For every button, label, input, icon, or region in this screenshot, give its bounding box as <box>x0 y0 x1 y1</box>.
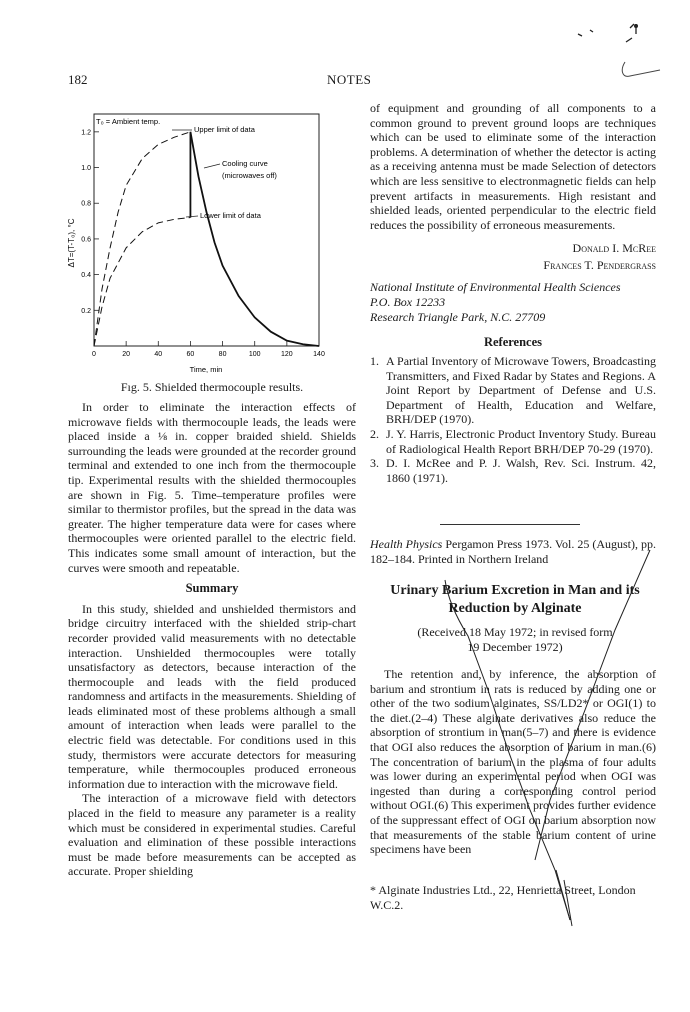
leader-cooling <box>204 164 220 168</box>
x-tick-label: 60 <box>186 351 195 358</box>
author-mcree: Donald I. McRee <box>572 241 656 256</box>
reference-item: 2. J. Y. Harris, Electronic Product Inventory Study. Bureau of Radiological Health Report BRH/DEP 70-29 (1970). <box>370 426 656 456</box>
y-axis-label: ΔT=(T-T₀), °C <box>67 218 76 268</box>
y-tick-label: 0.4 <box>81 272 91 280</box>
affiliation-institute: National Institute of Environmental Health Sciences <box>370 280 621 295</box>
x-tick-label: 80 <box>218 351 227 358</box>
author-block <box>370 240 656 274</box>
annotation-upper: Upper limit of data <box>194 125 255 134</box>
x-tick-label: 120 <box>281 351 293 358</box>
x-tick-label: 20 <box>122 351 131 358</box>
running-title: NOTES <box>327 72 372 87</box>
x-tick-label: 40 <box>154 351 163 358</box>
annotation-cooling-sub: (microwaves off) <box>222 171 277 180</box>
series-line-1 <box>94 218 190 346</box>
author-pendergrass: Frances T. Pendergrass <box>543 258 656 273</box>
journal-citation: Health Physics Pergamon Press 1973. Vol. 25 (August), pp. 182–184. Printed in Northern Ireland <box>370 537 657 566</box>
y-tick-label: 0.2 <box>81 307 91 315</box>
summary-heading: Summary <box>185 581 239 596</box>
intro-paragraph: In order to eliminate the interaction effects of microwave fields with thermocouple leads, the leads were placed inside a ⅛ in. copper braided shield. Shields surrounding the leads were grounded at the recorder ground terminal and extended to one inch from the thermocouple tip. Experimental results with the shielded thermocouples are shown in Fig. 5. Time–temperature profiles were similar to thermistor profiles, but the spread in the data was greater. The higher temperature data were for cases where thermocouples were oriented parallel to the electric field. This indicates some small amount of interaction, but the curves were smooth and repeatable. <box>68 400 356 575</box>
divider-rule <box>440 524 580 525</box>
received-line-2: 19 December 1972) <box>467 639 563 654</box>
received-line-1: (Received 18 May 1972; in revised form <box>417 625 613 639</box>
reference-list <box>370 354 656 485</box>
affiliation <box>370 280 656 325</box>
y-tick-label: 0.6 <box>81 236 91 244</box>
pen-marks-top <box>560 20 680 100</box>
right-column <box>370 101 656 485</box>
annotation-ambient: T₀ = Ambient temp. <box>96 117 161 126</box>
references-heading: References <box>483 335 543 350</box>
x-tick-label: 0 <box>92 351 96 358</box>
summary-paragraph: In this study, shielded and unshielded thermistors and bridge circuitry interfaced with the shielded strip-chart recorder provided valid measurements with no detectable interaction. Unshielded thermocouples were totally unsatisfactory as detectors, because interaction of the thermocouple and leads with the field produced randomness and artifacts in the measurements. Shielding of leads eliminated most of these problems although a small amount of interaction when leads were parallel to the electric field was detectable. For conditions used in this study, thermistors were accurate detectors for measuring temperature, while thermocouples produced erroneous information due to interaction with the microwave field. <box>68 601 356 791</box>
y-tick-label: 1.0 <box>81 165 91 173</box>
left-column <box>68 400 356 879</box>
x-tick-label: 100 <box>248 351 261 358</box>
x-tick-label: 140 <box>313 351 325 358</box>
continuation-paragraph: of equipment and grounding of all components to a common ground to prevent ground loops are techniques which can be used to eliminate some of the interaction problems. A determination of whether the detector is acting as a receiving antenna must be made Selection of detectors which are less sensitive to electronmagnetic fields can help prevent artifacts in measurements. High resistant and shielded leads, oriented perpendicular to the electric field reduces the possibility of erroneous measurements. <box>370 101 656 232</box>
y-tick-label: 0.8 <box>81 200 91 208</box>
reference-item: 1. A Partial Inventory of Microwave Towers, Broadcasting Transmitters, and Fixed Radar by States and Regions. A Joint Report by Department of Defense and U.S. Department of Health, Education and Welfare, BRH/DEP (1970). <box>370 353 656 427</box>
affiliation-city: Research Triangle Park, N.C. 27709 <box>370 310 546 325</box>
footnote: * Alginate Industries Ltd., 22, Henrietta Street, London W.C.2. <box>370 883 636 912</box>
conclusion-paragraph: The interaction of a microwave field with detectors placed in the field to measure any parameter is a reality which must be considered in experimental studies. Careful evaluation and elimination of these possible interactions must be made before measurements can be accepted as accurate. Proper shielding <box>68 791 356 879</box>
article-body-paragraph: The retention and, by inference, the absorption of barium and strontium in rats is reduced by adding one or other of the two sodium alginates, SS/LD2* or OGI(1) to the diet.(2–4) These alginate derivatives also reduce the absorption of strontium in man(5–7) and there is evidence that OGI also reduces the absorption of barium in man.(6) The concentration of barium in the plasma of four adults was lower during an experimental period when OGI was ingested than during a corresponding control period without OGI.(6) This experiment provides further evidence of the suppressant effect of OGI on barium absorption now that measurements of the stable barium content of urine specimens have been <box>370 667 656 857</box>
thermocouple-chart <box>64 108 354 378</box>
annotation-lower: Lower limit of data <box>200 211 261 220</box>
annotation-cooling: Cooling curve <box>222 159 268 168</box>
series-line-0 <box>94 132 190 346</box>
article-title: Urinary Barium Excretion in Man and its Reduction by Alginate <box>390 583 640 616</box>
page-number: 182 <box>68 72 88 87</box>
leader-lower <box>186 216 198 217</box>
pen-strike-marks <box>360 540 690 940</box>
y-tick-label: 1.2 <box>81 129 91 137</box>
chart-frame <box>94 114 319 346</box>
affiliation-box: P.O. Box 12233 <box>370 295 446 310</box>
x-axis-label: Time, min <box>189 365 223 374</box>
figure-caption: Fıg. 5. Shielded thermocouple results. <box>120 380 304 394</box>
reference-item: 3. D. I. McRee and P. J. Walsh, Rev. Sci. Instrum. 42, 1860 (1971). <box>370 456 656 485</box>
